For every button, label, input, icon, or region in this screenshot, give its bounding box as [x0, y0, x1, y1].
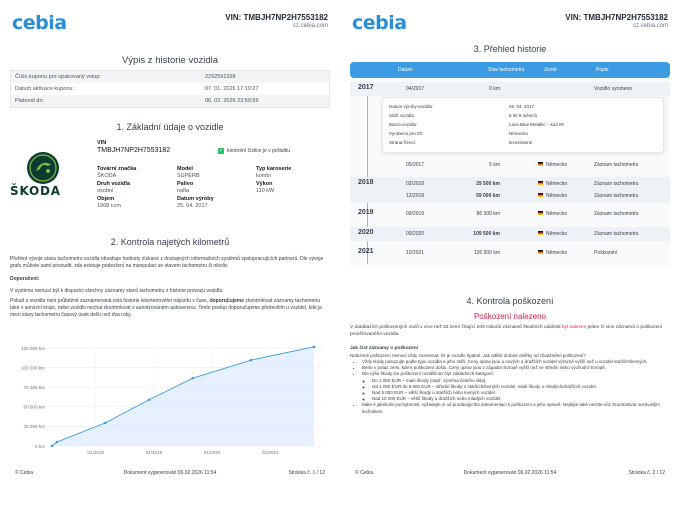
recommendation-paragraph-2 [10, 298, 330, 319]
row-country: Německo [546, 162, 568, 168]
header-vin [225, 13, 328, 29]
col-country: Země [544, 67, 557, 73]
row-description: Záznam tachometru [594, 211, 639, 217]
chart-y-tick-label: 0 km [35, 443, 45, 449]
col-mileage: Stav tachometru [488, 67, 525, 73]
spec-fuel [177, 181, 193, 194]
row-description: Poškození [594, 250, 618, 256]
detail-value: levostranné [509, 140, 533, 145]
header-site-link[interactable]: cz.cebia.com [292, 23, 328, 29]
section-basic-info-title: 1. Základní údaje o vozidle [116, 122, 224, 132]
damage-howto-intro: Nalezené poškození nemusí vždy znamenat, že je vozidlo špatné. Jak odlišit drobné dvěřky od závažného poškození? [350, 353, 586, 358]
section-damage-title: 4. Kontrola poškození [466, 296, 554, 306]
coupon-row-value: 07. 01. 2026 17:10:27 [205, 86, 259, 92]
row-year: 2018 [358, 179, 374, 186]
chart-y-tick-label: 100 000 km [20, 365, 45, 371]
section-mileage-title: 2. Kontrola najetých kilometrů [110, 237, 230, 247]
row-date: 09/2020 [406, 231, 425, 237]
detail-row [389, 140, 532, 145]
spec-brand [97, 166, 136, 179]
history-row[interactable] [350, 227, 670, 241]
germany-flag-icon [538, 193, 543, 197]
footer-copyright: © Cebia [15, 470, 34, 476]
coupon-row-label: Číslo kuponu pro opakovaný vstup: [15, 74, 101, 80]
spec-value: osobní [97, 188, 114, 194]
history-table-header [350, 62, 670, 78]
footer-copyright: © Cebia [355, 470, 374, 476]
cebia-logo: cebia [12, 12, 67, 34]
header-vin-label: VIN: TMBJH7NP2H7553182 [225, 13, 328, 22]
list-item: • Berte v potaz zemi, kde k poškození došlo. Ceny oprav jsou v západní Evropě vyšší než ve střední nebo východní Evropě. [362, 365, 668, 371]
skoda-wordmark: ŠKODA [10, 184, 61, 198]
chart-area [52, 347, 314, 446]
row-country: Německo [546, 211, 568, 217]
detail-row [389, 122, 564, 127]
damage-intro-paragraph [350, 325, 670, 338]
row-description: Záznam tachometru [594, 162, 639, 168]
para-highlight-text: byl nalezen [561, 325, 587, 330]
skoda-logo [10, 152, 76, 200]
chart-point [250, 359, 253, 362]
row-country: Německo [546, 231, 568, 237]
row-country: Německo [546, 181, 568, 187]
row-description: Záznam tachometru [594, 181, 639, 187]
spec-key: Typ karoserie [256, 166, 292, 172]
spec-value: 1968 ccm [97, 203, 121, 209]
history-row[interactable] [350, 207, 670, 221]
damage-category-list [372, 378, 668, 403]
coupon-row [11, 83, 329, 95]
list-item-text: Dle výše škody lze poškození rozdělit do čtyř základních kategorií: [362, 371, 495, 377]
section-history-title: 3. Přehled historie [473, 44, 547, 54]
recommendation-paragraph-1: V systému nemusí být k dispozici všechny záznamy stavů tachometru z historie provozu vozidla. [10, 288, 224, 294]
detail-row [389, 113, 537, 118]
detail-key: Strana řízení: [389, 140, 417, 145]
detail-key: Stáří vozidla: [389, 113, 416, 118]
row-mileage: 59 000 km [476, 193, 500, 199]
footer-page-number: Stránka č. 1 / 12 [288, 470, 325, 476]
list-item: ◦ Od 1 000 EUR do 5 000 EUR – střední škody u starších/levných vozidel, malé škody u mladých/dražších vozidel. [372, 384, 668, 390]
coupon-row [11, 71, 329, 83]
list-item: ◦ Nad 5 000 EUR – větší škody u starších nebo levných vozidel. [372, 390, 668, 396]
chart-point [51, 445, 54, 448]
vin-value: TMBJH7NP2H7553182 [97, 147, 171, 154]
row-date: 09/2019 [406, 211, 425, 217]
cebia-logo: cebia [352, 12, 407, 34]
row-mileage: 86 500 km [476, 211, 500, 217]
list-item: ◦ Do 1 000 EUR – malé škody (např. výměna čelního skla). [372, 378, 668, 384]
para-text: jeden či více záznamů o poškození prověřovaného vozidla. [350, 325, 663, 337]
spec-value: ŠKODA [97, 173, 117, 179]
row-mileage: 126 500 km [473, 250, 500, 256]
spec-value: nafta [177, 188, 190, 194]
para-bold-text: doporučujeme [209, 298, 245, 304]
vin-check [218, 148, 290, 154]
coupon-info-table [10, 70, 330, 108]
row-date: 03/2018 [406, 181, 425, 187]
spec-key: Datum výroby [177, 196, 214, 202]
header-vin [565, 13, 668, 29]
para-text: zkontrolovat záznamy tachometru také v servisní knize, nebo vozidlo nechat zkontrolovat v autorizovaném autoservisu. Tento postup doporučujeme především u vozidel, kde je mezi stavy tachometru časový úsek delší než dva roky. [10, 298, 323, 318]
coupon-row-label: Datum aktivace kuponu: [15, 86, 75, 92]
coupon-row-value: 2292591399 [205, 74, 236, 80]
chart-x-tick-label: 01/2021 [262, 450, 279, 455]
chart-y-tick-label: 75 000 km [23, 385, 45, 390]
row-country: Německo [546, 250, 568, 256]
footer-generated: Dokument vygenerován 06.02.2026 11:54 [123, 470, 217, 476]
row-description: Záznam tachometru [594, 231, 639, 237]
spec-body [256, 166, 291, 179]
chart-x-tick-label: 01/2018 [87, 450, 104, 455]
footer-generated: Dokument vygenerován 06.02.2026 11:54 [463, 470, 557, 476]
vin-key: VIN [97, 140, 107, 146]
row-mileage: 5 km [489, 162, 500, 168]
spec-value: kombi [256, 173, 271, 179]
detail-row [389, 104, 534, 109]
damage-found-status: Poškození nalezeno [473, 312, 547, 321]
spec-value: 25. 04. 2017 [177, 203, 208, 209]
germany-flag-icon [538, 181, 543, 185]
row-year: 2020 [358, 229, 374, 236]
history-row[interactable] [350, 189, 670, 203]
row-description: Záznam tachometru [594, 193, 639, 199]
list-item: ◦ Nad 10 000 EUR – větší škody u dražších nebo mladých vozidel. [372, 396, 668, 402]
vin-block [97, 140, 170, 154]
recommendation-heading: Doporučení: [10, 276, 40, 282]
chart-x-tick-label: 01/2020 [203, 450, 221, 455]
mileage-intro-paragraph: Přehled vývoje stavu tachometru vozidla obsahuje hodnoty získané z dostupných informačních systémů spolupracujících partnerů. Dle vývoje grafu můžete sami posoudit, zda existuje podezření na manipulaci se stavem tachometru či nikoliv. [10, 256, 324, 269]
vehicle-detail-card [382, 97, 664, 153]
row-mileage: 109 500 km [473, 231, 500, 237]
row-date: 05/2017 [406, 162, 425, 168]
header-vin-label: VIN: TMBJH7NP2H7553182 [565, 13, 668, 22]
row-mileage: 29 500 km [476, 181, 500, 187]
list-item: • Máte-li jakékoliv pochybnosti, vyžádejte si od prodávajícího dokumentaci k poškození a jeho opravě. Nejlépe také nechte vůz zkontrolovat nezávislým technikem. [362, 402, 668, 414]
row-country: Německo [546, 193, 568, 199]
chart-point [56, 441, 59, 444]
germany-flag-icon [538, 250, 543, 254]
detail-value: Německo [509, 131, 529, 136]
spec-kind [97, 181, 130, 194]
row-mileage: 0 km [489, 86, 500, 92]
spec-production-date [177, 196, 214, 209]
history-row[interactable] [350, 82, 670, 96]
detail-key: Barva vozidla: [389, 122, 418, 127]
footer-page-number: Stránka č. 2 / 12 [628, 470, 665, 476]
list-item [362, 371, 668, 402]
row-date: 12/2018 [406, 193, 425, 199]
damage-howto-heading: Jak číst záznamy o poškození [350, 346, 418, 351]
spec-value: 110 kW [256, 188, 275, 194]
spec-model [177, 166, 200, 179]
spec-key: Palivo [177, 181, 194, 187]
chart-point [148, 398, 151, 401]
chart-y-tick-label: 50 000 km [23, 404, 45, 410]
row-year: 2019 [358, 209, 374, 216]
chart-point [104, 422, 107, 425]
coupon-row-label: Platnost do: [15, 98, 45, 104]
check-icon: ✓ [218, 148, 224, 154]
col-description: Popis [596, 67, 609, 73]
header-site-link[interactable]: cz.cebia.com [632, 23, 668, 29]
chart-x-tick-label: 01/2019 [145, 450, 163, 455]
spec-key: Výkon [256, 181, 273, 187]
spec-key: Objem [97, 196, 115, 202]
spec-key: Tovární značka [97, 166, 137, 172]
spec-key: Druh vozidla [97, 181, 131, 187]
mileage-chart [10, 340, 330, 460]
skoda-badge-icon [27, 152, 59, 184]
row-year: 2017 [358, 84, 374, 91]
para-text: Pokud u vozidla není průběžně zaznamenaná celá historie kilometrového nájezdu v čase, [10, 298, 210, 304]
row-date: 04/2017 [406, 86, 425, 92]
detail-value: 8 let 9 měsíců [509, 113, 538, 118]
history-row[interactable] [350, 158, 670, 172]
vin-check-text: kontrolní číslice je v pořádku [227, 148, 291, 154]
spec-power [256, 181, 274, 194]
row-date: 10/2021 [406, 250, 425, 256]
spec-value: SUPERB [177, 173, 200, 179]
detail-value: 25. 04. 2017 [509, 104, 535, 109]
chart-y-tick-label: 125 000 km [20, 345, 45, 351]
damage-guidance-list [362, 359, 668, 415]
detail-value: Lava Blue Metallic – kód 0F [509, 122, 565, 127]
chart-point [313, 346, 316, 349]
history-row[interactable] [350, 246, 670, 260]
row-year: 2021 [358, 248, 374, 255]
spec-key: Model [177, 166, 193, 172]
row-description: Vozidlo vyrobeno [594, 86, 633, 92]
coupon-row-value: 06. 02. 2026 23:59:59 [205, 98, 259, 104]
col-date: Datum [398, 67, 413, 73]
report-title: Výpis z historie vozidla [121, 55, 219, 66]
germany-flag-icon [538, 211, 543, 215]
germany-flag-icon [538, 231, 543, 235]
detail-key: Vyrobeno pro trh: [389, 131, 424, 136]
chart-y-tick-label: 25 000 km [23, 424, 45, 430]
spec-volume [97, 196, 121, 209]
report-page-2 [340, 0, 680, 510]
list-item: • Vždy tkody posuzujte podle typu vozidla a jeho stáří. Ceny oprav jsou u nových a dražších vozidel výrazně vyšší než u vozidel starších/levných. [362, 359, 668, 365]
detail-row [389, 131, 528, 136]
chart-point [191, 377, 194, 380]
para-text: V databázích poškozených vozů v více než 32 zemí čítající 200 milionů záznamů škodních událostí [350, 325, 562, 330]
coupon-row [11, 95, 329, 107]
detail-key: Datum výroby vozidla: [389, 104, 434, 109]
germany-flag-icon [538, 162, 543, 166]
